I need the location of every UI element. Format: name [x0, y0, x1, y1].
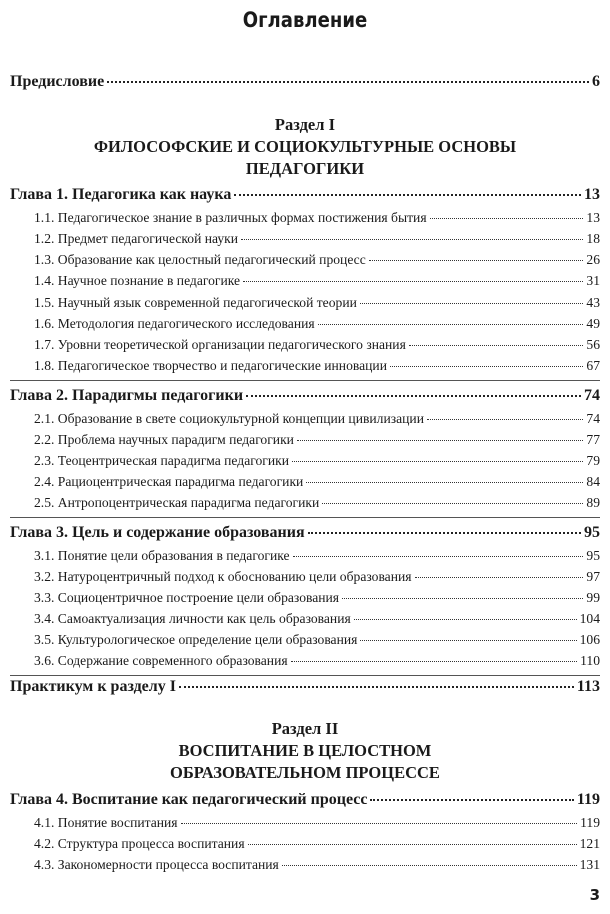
toc-entry-label: 1.5. Научный язык современной педагогической теории — [34, 295, 357, 310]
dot-leader — [308, 532, 581, 534]
toc-entry-page: 77 — [586, 432, 600, 447]
dot-leader — [342, 598, 583, 599]
dot-leader — [360, 303, 584, 304]
toc-entry-label: 2.3. Теоцентрическая парадигма педагогики — [34, 453, 290, 468]
dot-leader — [291, 661, 577, 662]
toc-entry-label: 2.5. Антропоцентрическая парадигма педагогики — [34, 495, 320, 510]
toc-entry-page: 113 — [576, 678, 600, 695]
toc-entry-label: 2.4. Рациоцентрическая парадигма педагогики — [34, 474, 304, 489]
dot-leader — [409, 345, 584, 346]
toc-entry-label: 3.5. Культурологическое определение цели образования — [34, 632, 358, 647]
toc-entry[interactable] — [34, 358, 600, 374]
section-title-line: ОБРАЗОВАТЕЛЬНОМ ПРОЦЕССЕ — [170, 763, 440, 782]
toc-entry-label: Глава 2. Парадигмы педагогики — [10, 387, 244, 404]
toc-entry[interactable] — [34, 857, 600, 873]
toc-entry-label: 1.7. Уровни теоретической организации педагогического знания — [34, 337, 406, 352]
toc-entry-page: 84 — [586, 474, 600, 489]
toc-entry-page: 67 — [586, 358, 600, 373]
section-title-line: ФИЛОСОФСКИЕ И СОЦИОКУЛЬТУРНЫЕ ОСНОВЫ — [93, 137, 517, 156]
section-heading — [0, 718, 610, 784]
toc-entry-chapter-2[interactable] — [10, 387, 600, 405]
toc-entry[interactable] — [34, 231, 600, 247]
toc-entry-page: 97 — [586, 569, 600, 584]
toc-entry-preface[interactable] — [10, 73, 600, 91]
toc-entry-chapter-4[interactable] — [10, 791, 600, 809]
toc-entry[interactable] — [34, 337, 600, 353]
toc-entry[interactable] — [34, 653, 600, 669]
toc-entry-label: 1.6. Методология педагогического исследования — [34, 316, 315, 331]
toc-entry[interactable] — [34, 632, 600, 648]
toc-entry-page: 6 — [592, 73, 600, 90]
toc-entry[interactable] — [34, 548, 600, 564]
dot-leader — [430, 218, 584, 219]
toc-entry-label: 1.2. Предмет педагогической науки — [34, 231, 239, 246]
toc-entry-page: 49 — [586, 316, 600, 331]
toc-entry-page: 121 — [579, 836, 600, 851]
toc-entry-label: 1.4. Научное познание в педагогике — [34, 273, 241, 288]
divider — [10, 380, 600, 381]
dot-leader — [306, 482, 583, 483]
divider — [10, 675, 600, 676]
toc-entry[interactable] — [34, 316, 600, 332]
toc-entry-page: 74 — [586, 411, 600, 426]
toc-entry-label: Предисловие — [10, 73, 105, 90]
dot-leader — [241, 239, 583, 240]
toc-entry[interactable] — [34, 815, 600, 831]
dot-leader — [415, 577, 584, 578]
toc-entry[interactable] — [34, 495, 600, 511]
toc-entry[interactable] — [34, 474, 600, 490]
dot-leader — [246, 395, 581, 397]
toc-entry[interactable] — [34, 611, 600, 627]
toc-entry[interactable] — [34, 210, 600, 226]
toc-entry-label: 1.3. Образование как целостный педагогический процесс — [34, 252, 366, 267]
toc-entry-page: 18 — [586, 231, 600, 246]
toc-entry-label: 1.8. Педагогическое творчество и педагогические инновации — [34, 358, 387, 373]
toc-entry-page: 13 — [586, 210, 600, 225]
toc-entry-page: 119 — [580, 815, 600, 830]
toc-entry-page: 99 — [586, 590, 600, 605]
dot-leader — [354, 619, 577, 620]
toc-entry[interactable] — [34, 453, 600, 469]
toc-entry-label: Глава 1. Педагогика как наука — [10, 186, 232, 203]
toc-entry-page: 89 — [586, 495, 600, 510]
toc-entry-label: 3.6. Содержание современного образования — [34, 653, 288, 668]
toc-entry-page: 56 — [586, 337, 600, 352]
toc-entry-page: 110 — [580, 653, 600, 668]
toc-entry-page: 95 — [586, 548, 600, 563]
toc-entry-label: Глава 3. Цель и содержание образования — [10, 524, 305, 541]
dot-leader — [297, 440, 583, 441]
toc-entry-page: 26 — [586, 252, 600, 267]
page-title: Оглавление — [242, 8, 368, 32]
toc-entry-label: Глава 4. Воспитание как педагогический процесс — [10, 791, 368, 808]
section-label: Раздел II — [271, 719, 339, 738]
dot-leader — [360, 640, 576, 641]
toc-entry-page: 79 — [586, 453, 600, 468]
dot-leader — [107, 81, 589, 83]
toc-entry-label: 4.2. Структура процесса воспитания — [34, 836, 245, 851]
divider — [10, 517, 600, 518]
toc-entry[interactable] — [34, 432, 600, 448]
toc-entry[interactable] — [34, 836, 600, 852]
section-title-line: ПЕДАГОГИКИ — [245, 159, 365, 178]
toc-entry[interactable] — [34, 411, 600, 427]
dot-leader — [369, 260, 584, 261]
toc-entry-chapter-1[interactable] — [10, 186, 600, 204]
dot-leader — [181, 823, 578, 824]
toc-entry-page: 13 — [584, 186, 600, 203]
toc-entry-page: 43 — [586, 295, 600, 310]
dot-leader — [234, 194, 581, 196]
dot-leader — [179, 686, 574, 688]
toc-entry-page: 131 — [579, 857, 600, 872]
toc-entry-label: Практикум к разделу I — [10, 678, 176, 695]
toc-entry-label: 3.3. Социоцентричное построение цели образования — [34, 590, 340, 605]
section-heading — [0, 114, 610, 180]
toc-entry-label: 3.4. Самоактуализация личности как цель образования — [34, 611, 351, 626]
toc-entry-page: 104 — [579, 611, 600, 626]
toc-entry-practicum-1[interactable] — [10, 678, 600, 696]
section-label: Раздел I — [274, 115, 336, 134]
dot-leader — [292, 461, 583, 462]
dot-leader — [427, 419, 583, 420]
toc-entry-chapter-3[interactable] — [10, 524, 600, 542]
toc-entry-label: 2.2. Проблема научных парадигм педагогики — [34, 432, 294, 447]
dot-leader — [282, 865, 577, 866]
dot-leader — [293, 556, 584, 557]
dot-leader — [243, 281, 583, 282]
toc-entry-page: 95 — [584, 524, 600, 541]
page-number: 3 — [589, 886, 600, 904]
dot-leader — [318, 324, 584, 325]
toc-entry[interactable] — [34, 569, 600, 585]
dot-leader — [248, 844, 577, 845]
section-title-line: ВОСПИТАНИЕ В ЦЕЛОСТНОМ — [178, 741, 432, 760]
toc-entry-label: 2.1. Образование в свете социокультурной концепции цивилизации — [34, 411, 424, 426]
toc-entry-label: 4.3. Закономерности процесса воспитания — [34, 857, 279, 872]
dot-leader — [370, 799, 573, 801]
toc-entry-page: 31 — [586, 273, 600, 288]
toc-entry[interactable] — [34, 295, 600, 311]
toc-entry[interactable] — [34, 252, 600, 268]
toc-entry-label: 3.1. Понятие цели образования в педагогике — [34, 548, 290, 563]
toc-entry-label: 4.1. Понятие воспитания — [34, 815, 178, 830]
toc-entry-page: 106 — [579, 632, 600, 647]
toc-entry-label: 1.1. Педагогическое знание в различных формах постижения бытия — [34, 210, 427, 225]
toc-entry-label: 3.2. Натуроцентричный подход к обоснованию цели образования — [34, 569, 412, 584]
dot-leader — [390, 366, 583, 367]
toc-entry[interactable] — [34, 273, 600, 289]
toc-entry-page: 119 — [576, 791, 600, 808]
toc-entry[interactable] — [34, 590, 600, 606]
dot-leader — [322, 503, 583, 504]
toc-entry-page: 74 — [584, 387, 600, 404]
